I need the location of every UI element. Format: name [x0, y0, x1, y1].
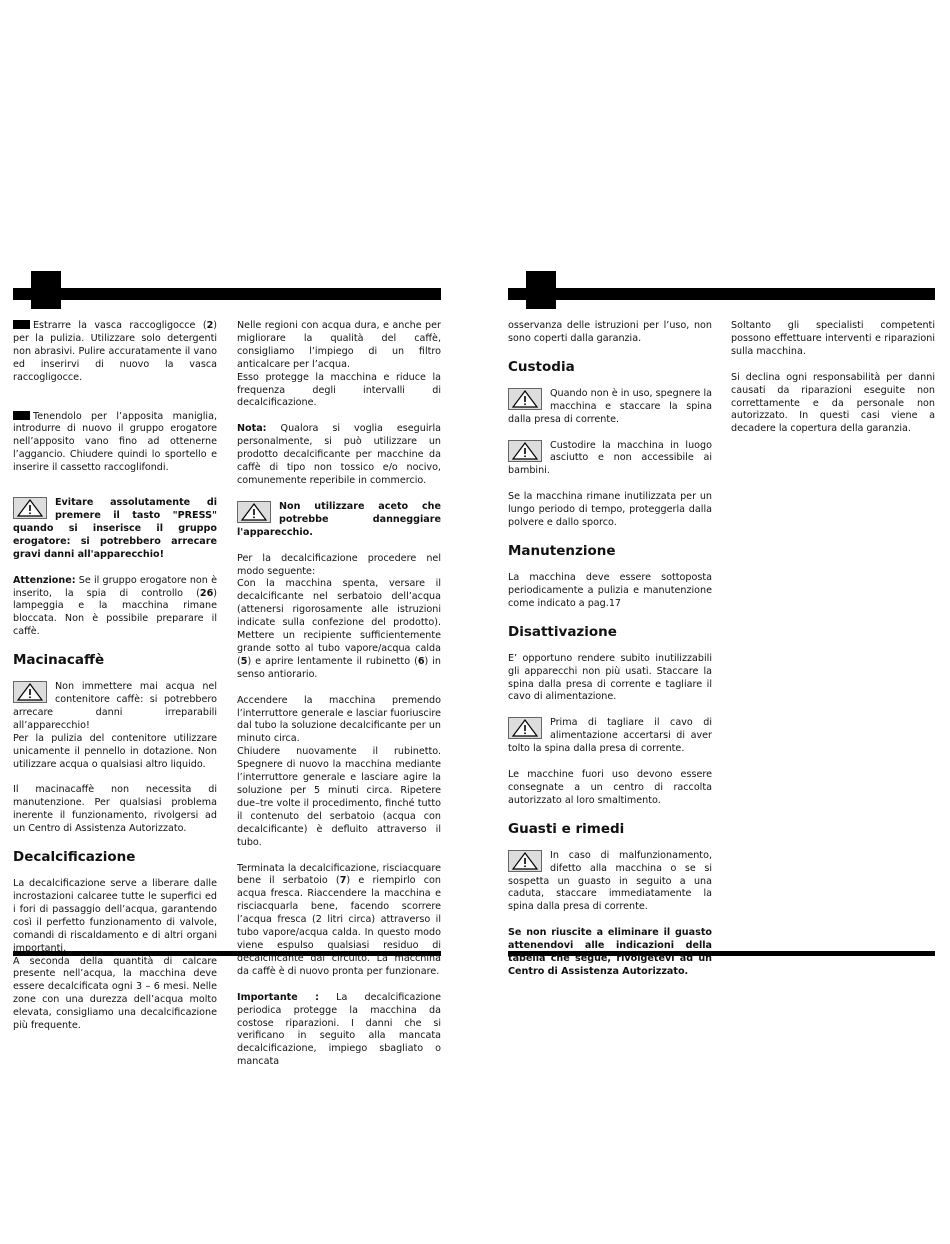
warning-cavo: Prima di tagliare il cavo di alimentazione accertarsi di aver tolto la spina dalla presa di corrente.: [508, 717, 712, 755]
heading-manutenzione: Manutenzione: [508, 542, 616, 559]
left-header-bar: [13, 288, 441, 300]
bullet-block-icon: [13, 320, 30, 329]
paragraph-macina: Il macinacaffè non necessita di manutenzione. Per qualsiasi problema inerente il funzionamento, rivolgersi ad un Centro di Assistenza Autorizzato.: [13, 784, 217, 835]
warning-custodire: Custodire la macchina in luogo asciutto e non accessibile ai bambini.: [508, 439, 712, 477]
right-column-1: [508, 320, 712, 992]
paragraph-smaltimento: Le macchine fuori uso devono essere consegnate a un centro di raccolta autorizzato al loro smaltimento.: [508, 769, 712, 806]
heading-disattivazione: Disattivazione: [508, 623, 617, 640]
right-header-block: [526, 271, 556, 309]
warning-press: Evitare assolutamente di premere il tasto "PRESS" quando si inserisce il gruppo erogatore: si potrebbero arrecare gravi danni all'apparecchio!: [13, 497, 217, 560]
paragraph-inutilizzata: Se la macchina rimane inutilizzata per un lungo periodo di tempo, proteggerla dalla polvere e dallo sporco.: [508, 491, 712, 529]
paragraph-assistenza: Se non riuscite a eliminare il guasto attenendovi alle indicazioni della tabella che segue, rivolgetevi ad un Centro di Assistenza Autorizzato.: [508, 927, 712, 977]
warning-aceto: Non utilizzare aceto che potrebbe danneggiare l'apparecchio.: [237, 500, 441, 538]
paragraph-specialisti: Soltanto gli specialisti competenti possono effettuare interventi e riparazioni sulla macchina.: [731, 320, 935, 357]
paragraph-decalc-2: A seconda della quantità di calcare presente nell’acqua, la macchina deve essere decalcificata ogni 3 – 6 mesi. Nelle zone con una durezza dell’acqua molto elevata, consigliamo una decalcificazione più frequente.: [13, 955, 217, 1032]
paragraph-procedura-2: Accendere la macchina premendo l’interruttore generale e lasciar fuoriuscire dal tubo la soluzione decalcificante per un minuto circa.: [237, 694, 441, 745]
left-header-block: [31, 271, 61, 309]
paragraph-acqua-dura: Nelle regioni con acqua dura, e anche per migliorare la qualità del caffè, consigliamo l’impiego di un filtro anticalcare per l’acqua.: [237, 320, 441, 370]
paragraph-procedura-3: Chiudere nuovamente il rubinetto. Spegnere di nuovo la macchina mediante l’interruttore generale e lasciare agire la soluzione per 5 minuti circa. Ripetere due–tre volte il procedimento, finché tutto il contenuto del serbatoio (acqua con decalcificante) è defluito attraverso il tubo.: [237, 746, 441, 848]
warning-icon: [508, 717, 542, 739]
paragraph-gruppo: Tenendolo per l’apposita maniglia, introdurre di nuovo il gruppo erogatore nell’apposito vano fino ad ottenerne l’aggancio. Chiudere quindi lo sportello e inserire il cassetto raccoglifondi.: [13, 410, 217, 474]
paragraph-procedura-1: Con la macchina spenta, versare il decalcificante nel serbatoio dell’acqua (attenersi rigorosamente alle istruzioni indicate sulla confezione del prodotto). Mettere un recipiente sufficientemente grande sotto al tubo vapore/acqua calda (5) e aprire lentamente il rubinetto (6) in senso antiorario.: [237, 578, 441, 680]
heading-custodia: Custodia: [508, 358, 575, 375]
paragraph-terminata: Terminata la decalcificazione, risciacquare bene il serbatoio (7) e riempirlo con acqua fresca. Riaccendere la macchina e risciacquarla bene, facendo scorrere l’acqua fresca (2 litri circa) attraverso il tubo vapore/acqua calda. In questo modo viene espulso qualsiasi residuo di decalcificante dal circuito. La macchina da caffè è di nuovo pronta per funzionare.: [237, 862, 441, 977]
warning-spegnere: Quando non è in uso, spegnere la macchina e staccare la spina dalla presa di corrente.: [508, 387, 712, 425]
paragraph-disattivazione: E’ opportuno rendere subito inutilizzabili gli apparecchi non più usati. Staccare la spina dalla presa di corrente e tagliare il cavo di alimentazione.: [508, 652, 712, 703]
warning-icon: [508, 850, 542, 872]
heading-decalcificazione: Decalcificazione: [13, 849, 136, 866]
paragraph-importante: Importante : La decalcificazione periodica protegge la macchina da costose riparazioni. I danni che si verificano in seguito alla mancata decalcificazione, impiego sbagliato o mancata: [237, 991, 441, 1068]
right-header-bar: [508, 288, 935, 300]
paragraph-manutenzione: La macchina deve essere sottoposta periodicamente a pulizia e manutenzione come indicato a pag.17: [508, 571, 712, 609]
heading-macinacaffe: Macinacaffè: [13, 652, 105, 669]
warning-icon: [13, 497, 47, 519]
left-column-1: [13, 320, 217, 1046]
paragraph-responsabilita: Si declina ogni responsabilità per danni causati da riparazioni eseguite non correttamente e da personale non autorizzato. In questi casi viene a decadere la copertura della garanzia.: [731, 371, 935, 435]
paragraph-decalc-1: La decalcificazione serve a liberare dalle incrostazioni calcaree tutte le superfici ed i fori di passaggio dell’acqua, garantendo così il perfetto funzionamento di valvole, comandi di riscaldamento e di altri organi importanti.: [13, 878, 217, 954]
warning-acqua: Non immettere mai acqua nel contenitore caffè: si potrebbero arrecare danni irreparabili all’apparecchio!: [13, 681, 217, 731]
paragraph-continuazione: osservanza delle istruzioni per l’uso, non sono coperti dalla garanzia.: [508, 320, 712, 344]
paragraph-pulizia: Per la pulizia del contenitore utilizzare unicamente il pennello in dotazione. Non utilizzare acqua o qualsiasi altro liquido.: [13, 732, 217, 770]
paragraph-procedura: Per la decalcificazione procedere nel modo seguente:: [237, 552, 441, 577]
paragraph-attenzione: Attenzione: Se il gruppo erogatore non è inserito, la spia di controllo (26) lampeggia e la macchina rimane bloccata. Non è possibile preparare il caffè.: [13, 574, 217, 638]
paragraph-vasca: Estrarre la vasca raccogligocce (2) per la pulizia. Utilizzare solo detergenti non abrasivi. Pulire accuratamente il vano ed inserirvi di nuovo la vasca raccogligocce.: [13, 320, 217, 383]
warning-icon: [508, 388, 542, 410]
paragraph-protezione: Esso protegge la macchina e riduce la frequenza degli intervalli di decalcificazione.: [237, 371, 441, 409]
warning-icon: [237, 501, 271, 523]
right-column-2: [731, 320, 935, 449]
bullet-block-icon: [13, 411, 30, 420]
warning-icon: [13, 681, 47, 703]
heading-guasti: Guasti e rimedi: [508, 820, 625, 837]
warning-malfunzionamento: In caso di malfunzionamento, difetto alla macchina o se si sospetta un guasto in seguito a una caduta, staccare immediatamente la spina dalla presa di corrente.: [508, 849, 712, 913]
warning-icon: [508, 440, 542, 462]
left-column-2: [237, 320, 441, 1082]
paragraph-nota: Nota: Qualora si voglia eseguirla personalmente, si può utilizzare un prodotto decalcificante per macchine da caffè di tipo non tossico e/o nocivo, comunemente reperibile in commercio.: [237, 423, 441, 486]
